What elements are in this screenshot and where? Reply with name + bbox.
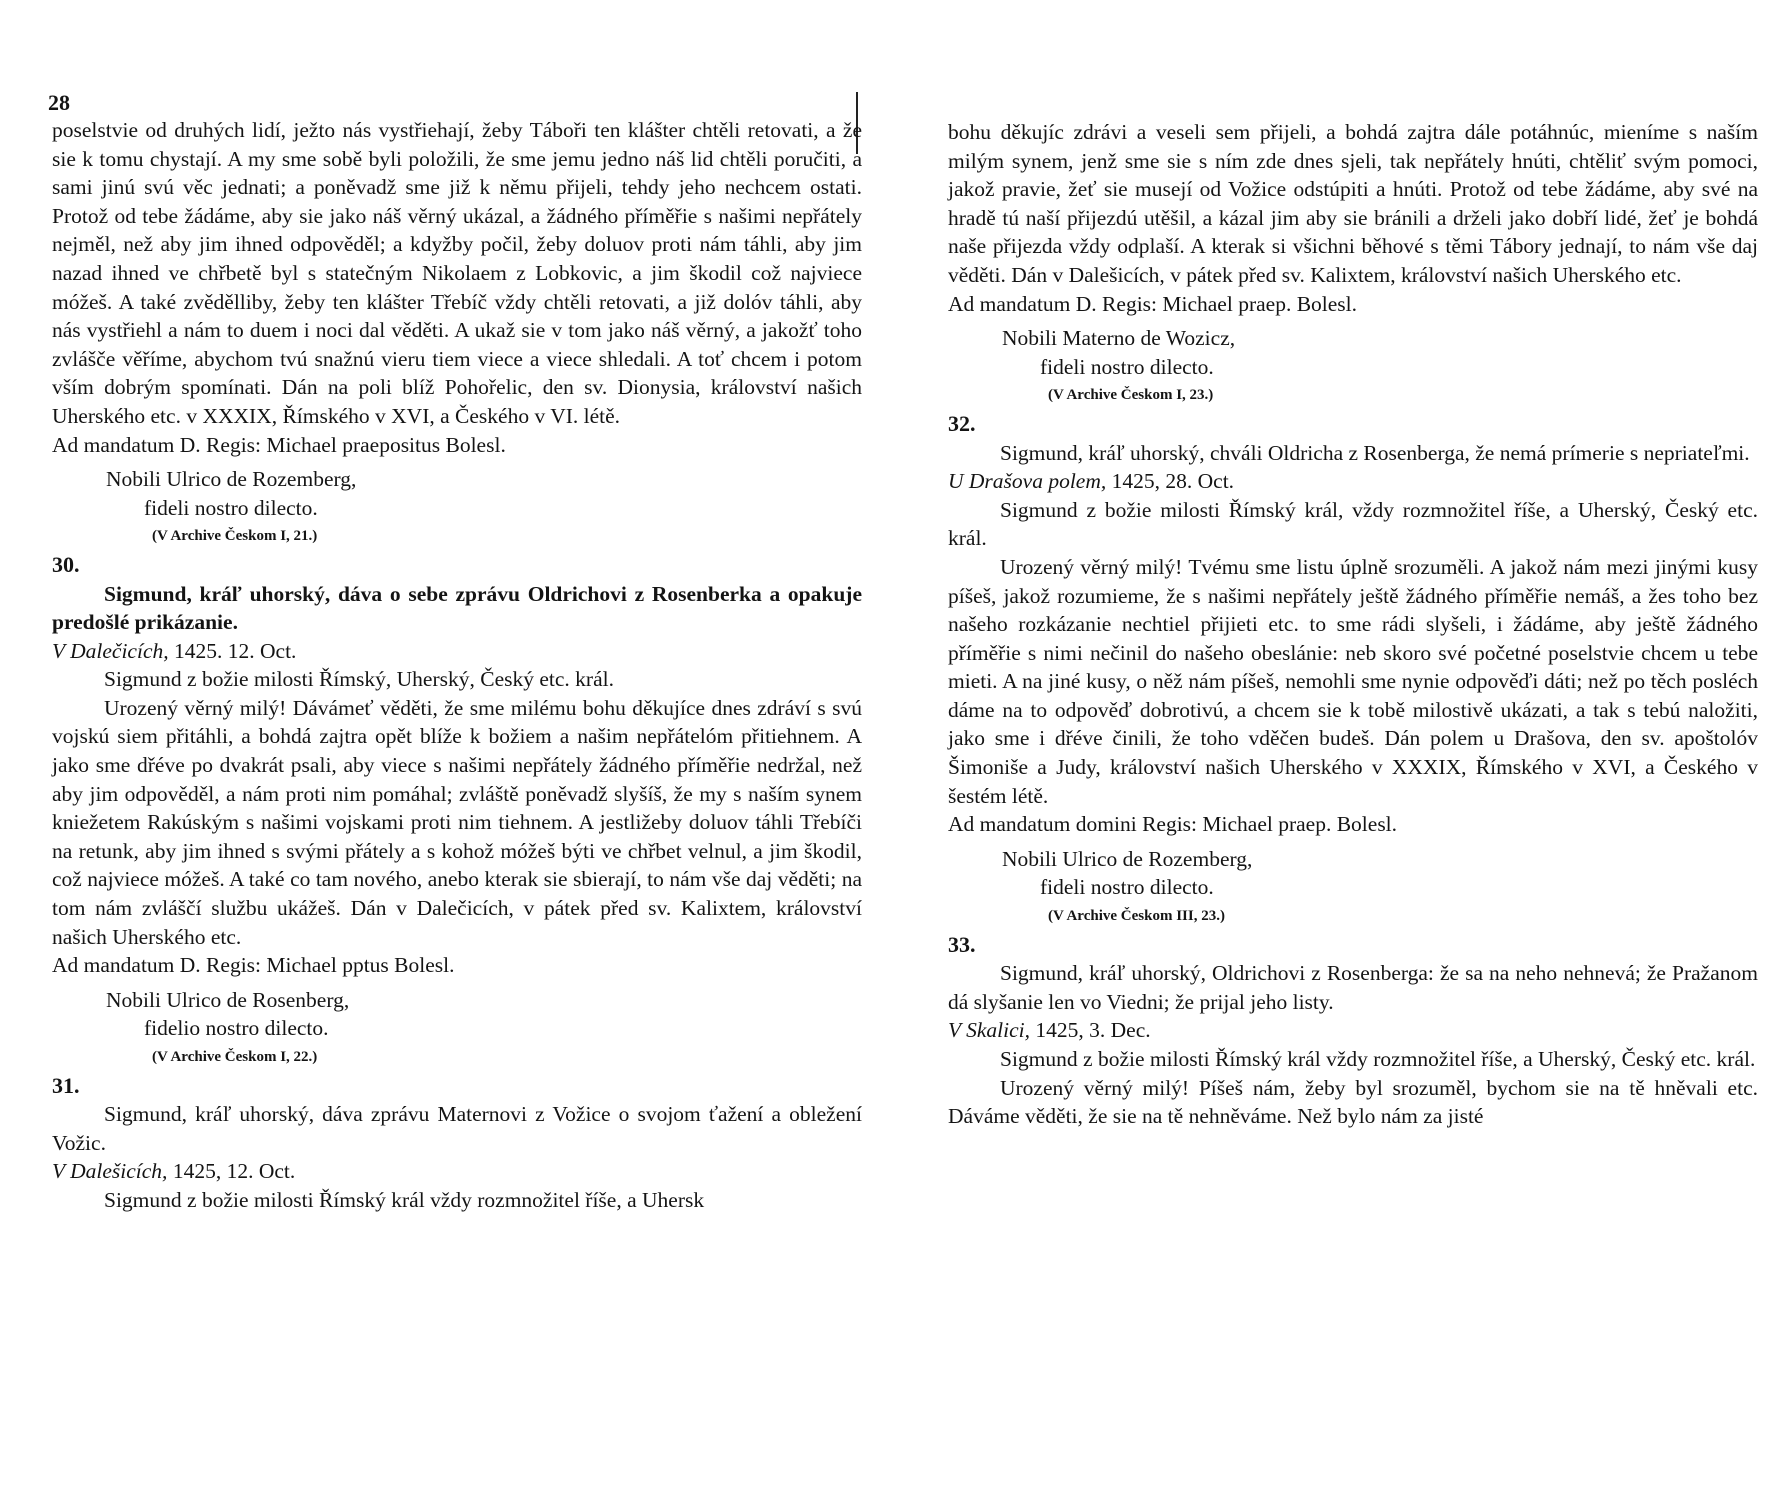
intitulatio-32: Sigmund z božie milosti Římský král, vždy rozmnožitel říše, a Uherský, Český etc. král.	[948, 497, 1758, 551]
date-value-31: 1425, 12. Oct.	[167, 1159, 296, 1184]
date-32	[948, 467, 1758, 496]
left-column	[52, 116, 862, 1215]
letter-text-32: Urozený věrný milý! Tvému sme listu úplně srozuměli. A jakož nám mezi jinými kusy píšeš, jakož rozumieme, že s našimi nepřátely ještě žádného příměřie nemáš, a žes toho bez našeho rozkázanie nechtiel přijieti etc. to sme rádi slyšeli, i žádáme, aby ještě žádného příměřie s nimi nečinil do našeho obeslánie: neb skoro své početné poselstvie chcem u tebe mieti. A na jiné kusy, o něž nám píšeš, nemohli sme nynie odpověďi dáti; než po těch posléch dáme na to odpověď dobrotivú, a chcem sie k tobě milostivě ukázati, a tak s tebú naložiti, jako sme i dřéve činili, že toho vděčen budeš. Dán polem u Drašova, den sv. apoštolóv Šimoniše a Judy, království našich Uherského v XXXIX, Římského v XVI, a Českého v šestém létě.	[948, 554, 1758, 808]
address-block-30	[106, 986, 862, 1043]
address-line-2-32: fideli nostro dilecto.	[1040, 875, 1214, 900]
date-33	[948, 1016, 1758, 1045]
document-number-33: 33.	[948, 931, 976, 957]
place-32: U Drašova polem,	[948, 469, 1107, 494]
mandate-line: Ad mandatum D. Regis: Michael praepositus Bolesl.	[52, 432, 506, 457]
address-line-1-30: Nobili Ulrico de Rosenberg,	[106, 987, 350, 1012]
document-number-31: 31.	[52, 1072, 80, 1098]
address-line-1-31: Nobili Materno de Wozicz,	[1002, 326, 1236, 351]
document-number-30: 30.	[52, 551, 80, 577]
date-value-32: 1425, 28. Oct.	[1106, 469, 1235, 494]
address-line-2: fideli nostro dilecto.	[144, 495, 318, 520]
continued-letter-text-31: bohu děkujíc zdrávi a veseli sem přijeli, a bohdá zajtra dále potáhnúc, mieníme s naším milým synem, jenž sme sie s ním zde dnes sjeli, tak nepřátely hnúti, chtěliť svým pomoci, jakož pravie, žeť sie musejí od Vožice odstúpiti a hnúti. Protož od tebe žádáme, aby své na hradě tú naší přijezdú utěšil, a kázal jim aby sie bránili a drželi jako dobří lidé, žeť je bohdá naše přijezda vždy odplaší. A kterak si všichni běhové s těmi Tábory jednají, to nám vše daj věděti. Dán v Dalešicích, v pátek před sv. Kalixtem, království našich Uherského etc.	[948, 120, 1758, 287]
place-33: V Skalici,	[948, 1018, 1031, 1043]
intitulatio-30: Sigmund z božie milosti Římský, Uherský, Český etc. král.	[104, 667, 614, 692]
address-line-2-30: fidelio nostro dilecto.	[144, 1016, 329, 1041]
intitulatio-33: Sigmund z božie milosti Římský král vždy rozmnožitel říše, a Uherský, Český etc. král.	[1000, 1047, 1756, 1071]
mandate-line-30: Ad mandatum D. Regis: Michael pptus Bolesl.	[52, 953, 455, 978]
summary-30: Sigmund, kráľ uhorský, dáva o sebe zprávu Oldrichovi z Rosenberka a opakuje predošlé prikázanie.	[52, 581, 862, 635]
archive-source-32: (V Archive Českom III, 23.)	[1048, 908, 1225, 925]
right-column	[948, 118, 1758, 1131]
address-block-32	[1002, 845, 1758, 902]
letter-text-30: Urozený věrný milý! Dávámeť věděti, že sme milému bohu děkujíce dnes zdráví s svú vojskú siem přitáhli, a bohdá zajtra opět blíže k božiem a našim nepřátelóm přitiehnem. A jako sme dřéve po dvakrát psali, aby viece s našimi nepřátely žádného příměřie nedržal, než aby jim odpověděl, a nám proti nim pomáhal; zvláště poněvadž slyšíš, že my s naším synem kniežetem Rakúským s našimi vojskami proti nim tiehnem. A jestližeby doluov táhli Třebíči na retunk, aby jim ihned s svými přátely a s kohož móžeš býti ve chřbet velnul, a jim škodil, což najviece móžeš. A také co tam nového, anebo kterak sie sbierají, to nám vše daj věděti; na tom nám zvláščí službu ukážeš. Dán v Dalečicích, v pátek před sv. Kalixtem, království našich Uherského etc.	[52, 695, 862, 949]
archive-source-31: (V Archive Českom I, 23.)	[1048, 387, 1214, 404]
date-31	[52, 1157, 862, 1186]
place-31: V Dalešicích,	[52, 1159, 168, 1184]
date-30	[52, 637, 862, 666]
address-line-1-32: Nobili Ulrico de Rozemberg,	[1002, 846, 1253, 871]
intitulatio-31: Sigmund z božie milosti Římský král vždy rozmnožitel říše, a Uhersk	[104, 1187, 705, 1212]
page-number: 28	[48, 90, 70, 115]
summary-32: Sigmund, kráľ uhorský, chváli Oldricha z Rosenberga, že nemá prímerie s nepriateľmi.	[1000, 440, 1750, 465]
date-value-30: 1425. 12. Oct.	[168, 638, 297, 663]
letter-text-33: Urozený věrný milý! Píšeš nám, žeby byl srozuměl, bychom sie na tě hněvali etc. Dáváme věděti, že sie na tě nehněváme. Než bylo nám za jisté	[948, 1075, 1758, 1129]
address-line-2-31: fideli nostro dilecto.	[1040, 354, 1214, 379]
summary-33: Sigmund, kráľ uhorský, Oldrichovi z Rosenberga: že sa na neho nehnevá; že Pražanom dá slyšanie len vo Viedni; že prijal jeho listy.	[948, 961, 1758, 1014]
summary-31: Sigmund, kráľ uhorský, dáva zprávu Maternovi z Vožice o svojom ťažení a obležení Vožic.	[52, 1102, 862, 1155]
continued-letter-text: poselstvie od druhých lidí, ježto nás vystřiehají, žeby Táboři ten klášter chtěli retovati, a že sie k tomu chystají. A my sme sobě byli položili, že sme jemu jedno náš lid chtěli poručiti, a sami jinú svú věc jednati; a poněvadž sme již k němu přijeli, tehdy jeho nechcem ostati. Protož od tebe žádáme, aby sie jako náš věrný ukázal, a žádného příměřie s našimi nepřátely nejměl, než aby jim ihned odpověděl; a kdyžby počil, žeby doluov proti nám táhli, aby jim nazad ihned ve chřbetě byl s statečným Nikolaem z Lobkovic, a jim škodil což najviece móžeš. A také zvědělliby, žeby ten klášter Třebíč vždy chtěli retovati, a již dolóv táhli, aby nás vystřiehl a nám to duem i noci dal věděti. A ukaž sie v tom jako náš věrný, a jakožť toho zvlášče věříme, abychom tvú snažnú vieru tiem viece a viece shledali. A toť chcem i potom vším dobrým spomínati. Dán na poli blíž Pohořelic, den sv. Dionysia, království našich Uherského etc. v XXXIX, Římského v XVI, a Českého v VI. létě.	[52, 118, 862, 428]
date-value-33: 1425, 3. Dec.	[1030, 1018, 1151, 1043]
address-block	[106, 465, 862, 522]
mandate-line-32: Ad mandatum domini Regis: Michael praep. Bolesl.	[948, 812, 1398, 837]
address-block-31	[1002, 324, 1758, 381]
address-line-1: Nobili Ulrico de Rozemberg,	[106, 467, 357, 492]
mandate-line-31: Ad mandatum D. Regis: Michael praep. Bolesl.	[948, 291, 1358, 316]
place-30: V Dalečicích,	[52, 638, 169, 663]
archive-source-30: (V Archive Českom I, 22.)	[152, 1049, 318, 1065]
archive-source: (V Archive Českom I, 21.)	[152, 528, 318, 545]
document-number-32: 32.	[948, 410, 976, 436]
